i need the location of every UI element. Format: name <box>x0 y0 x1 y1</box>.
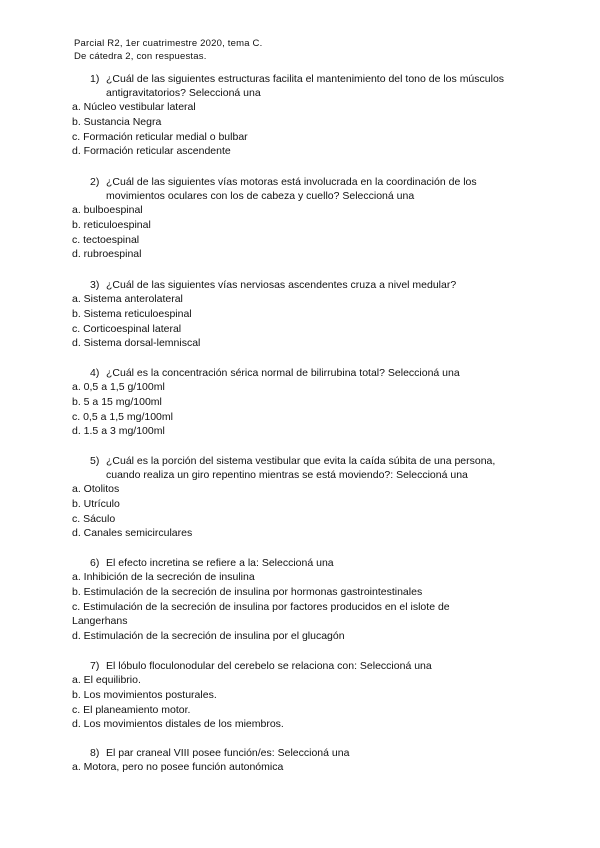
option-a: a. Motora, pero no posee función autonómica <box>72 761 284 773</box>
option-d: d. Canales semicirculares <box>72 527 193 540</box>
question-3 <box>72 278 532 351</box>
option-c: c. Corticoespinal lateral <box>72 322 182 335</box>
question-stem <box>72 72 532 100</box>
option-d: d. Sistema dorsal-lemniscal <box>72 337 201 350</box>
option-c: c. Sáculo <box>72 512 116 525</box>
question-stem <box>72 366 532 380</box>
question-text: ¿Cuál es la porción del sistema vestibular que evita la caída súbita de una persona, cuando realiza un giro repentino mientras se está moviendo?: Seleccioná una <box>106 455 496 481</box>
question-text: El lóbulo floculonodular del cerebelo se relaciona con: Seleccioná una <box>106 660 432 672</box>
option-b: b. Sistema reticuloespinal <box>72 307 192 320</box>
question-stem <box>72 556 532 570</box>
question-1 <box>72 72 532 159</box>
question-text: ¿Cuál de las siguientes vías nerviosas ascendentes cruza a nivel medular? <box>106 279 457 291</box>
question-stem <box>72 454 532 482</box>
header-subtitle: De cátedra 2, con respuestas. <box>74 51 207 62</box>
option-a: a. Otolitos <box>72 483 120 495</box>
option-a: a. Sistema anterolateral <box>72 293 183 305</box>
option-a: a. bulboespinal <box>72 204 143 216</box>
option-b: b. Sustancia Negra <box>72 115 162 128</box>
option-c: c. tectoespinal <box>72 233 140 246</box>
option-d: d. Los movimientos distales de los miembros. <box>72 718 284 731</box>
question-number: 1) <box>90 73 100 85</box>
question-stem <box>72 659 532 673</box>
question-text: ¿Cuál es la concentración sérica normal de bilirrubina total? Seleccioná una <box>106 367 460 379</box>
option-d: d. Formación reticular ascendente <box>72 145 231 158</box>
option-d: d. 1.5 a 3 mg/100ml <box>72 425 165 438</box>
question-number: 5) <box>90 455 100 467</box>
question-6 <box>72 556 532 644</box>
question-number: 2) <box>90 176 100 188</box>
option-b: b. Utrículo <box>72 497 120 510</box>
question-8 <box>72 746 532 775</box>
header-title: Parcial R2, 1er cuatrimestre 2020, tema C. <box>74 38 263 49</box>
question-number: 6) <box>90 557 100 569</box>
option-c: c. El planeamiento motor. <box>72 703 191 716</box>
document-header <box>74 37 262 63</box>
question-5 <box>72 454 532 541</box>
question-stem <box>72 746 532 760</box>
option-a: a. Inhibición de la secreción de insulina <box>72 571 255 583</box>
question-number: 3) <box>90 279 100 291</box>
question-number: 8) <box>90 747 100 759</box>
option-a: a. Núcleo vestibular lateral <box>72 101 196 113</box>
option-b: b. Los movimientos posturales. <box>72 688 217 701</box>
question-2 <box>72 175 532 262</box>
question-4 <box>72 366 532 439</box>
question-number: 7) <box>90 660 100 672</box>
option-a: a. 0,5 a 1,5 g/100ml <box>72 381 165 393</box>
question-text: ¿Cuál de las siguientes estructuras facilita el mantenimiento del tono de los músculos antigravitatorios? Seleccioná una <box>106 73 505 99</box>
question-stem <box>72 175 532 203</box>
option-c: c. Formación reticular medial o bulbar <box>72 130 248 143</box>
question-text: El efecto incretina se refiere a la: Seleccioná una <box>106 557 334 569</box>
option-d: d. Estimulación de la secreción de insulina por el glucagón <box>72 630 345 643</box>
option-b: b. Estimulación de la secreción de insulina por hormonas gastrointestinales <box>72 585 423 598</box>
question-7 <box>72 659 532 732</box>
option-c: c. 0,5 a 1,5 mg/100ml <box>72 410 173 423</box>
option-d: d. rubroespinal <box>72 248 142 261</box>
option-a: a. El equilibrio. <box>72 674 141 686</box>
option-b: b. 5 a 15 mg/100ml <box>72 395 162 408</box>
question-text: ¿Cuál de las siguientes vías motoras está involucrada en la coordinación de los movimientos oculares con los de cabeza y cuello? Seleccioná una <box>106 176 477 202</box>
option-b: b. reticuloespinal <box>72 218 151 231</box>
question-text: El par craneal VIII posee función/es: Seleccioná una <box>106 747 350 759</box>
question-stem <box>72 278 532 292</box>
question-number: 4) <box>90 367 100 379</box>
option-c: c. Estimulación de la secreción de insulina por factores producidos en el islote de Langerhans <box>72 600 450 628</box>
